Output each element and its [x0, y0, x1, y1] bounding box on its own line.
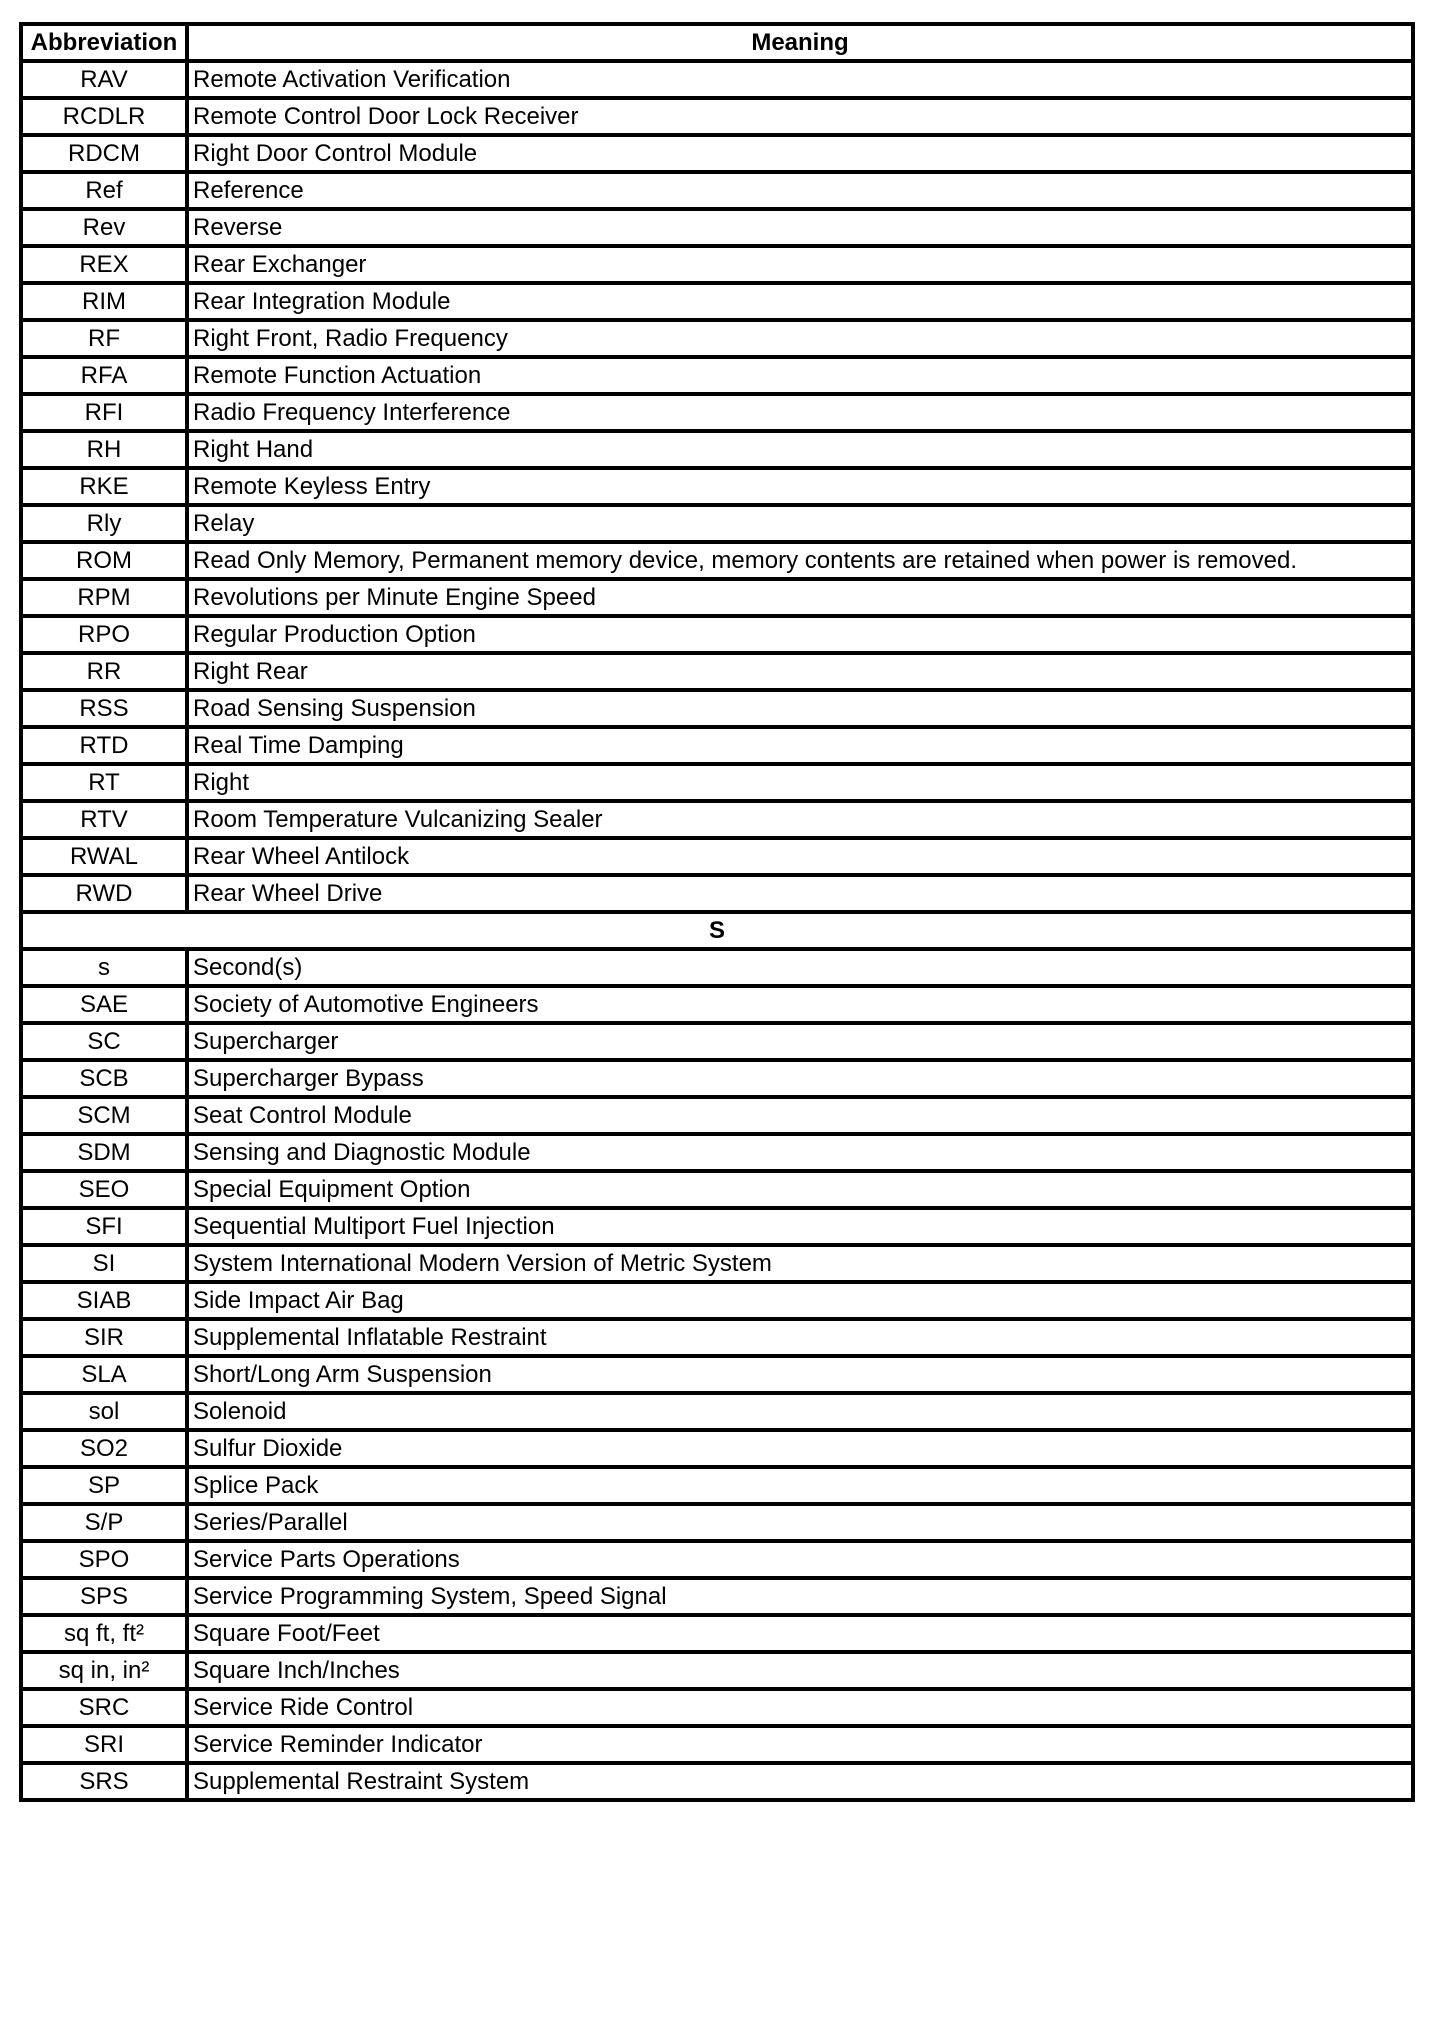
table-row	[21, 1060, 1413, 1097]
table-body-section-divider	[21, 912, 1413, 949]
section-header-row	[21, 912, 1413, 949]
abbreviation-cell: RTV	[21, 801, 187, 838]
meaning-cell: Right Rear	[187, 653, 1413, 690]
table-row	[21, 1763, 1413, 1800]
meaning-cell: Sensing and Diagnostic Module	[187, 1134, 1413, 1171]
abbreviation-cell: SIAB	[21, 1282, 187, 1319]
abbreviation-cell: RWAL	[21, 838, 187, 875]
meaning-cell: Splice Pack	[187, 1467, 1413, 1504]
table-row	[21, 1467, 1413, 1504]
meaning-column-header: Meaning	[187, 24, 1413, 61]
table-row	[21, 986, 1413, 1023]
meaning-cell: Remote Control Door Lock Receiver	[187, 98, 1413, 135]
table-row	[21, 838, 1413, 875]
table-row	[21, 246, 1413, 283]
meaning-cell: Radio Frequency Interference	[187, 394, 1413, 431]
meaning-cell: Real Time Damping	[187, 727, 1413, 764]
meaning-cell: Society of Automotive Engineers	[187, 986, 1413, 1023]
meaning-cell: Reverse	[187, 209, 1413, 246]
table-row	[21, 1097, 1413, 1134]
abbreviation-cell: RSS	[21, 690, 187, 727]
table-row	[21, 1319, 1413, 1356]
table-row	[21, 1023, 1413, 1060]
table-row	[21, 542, 1413, 579]
table-row	[21, 764, 1413, 801]
meaning-cell: Rear Wheel Drive	[187, 875, 1413, 912]
meaning-cell: Service Reminder Indicator	[187, 1726, 1413, 1763]
meaning-cell: Solenoid	[187, 1393, 1413, 1430]
table-row	[21, 1615, 1413, 1652]
abbreviation-cell: RIM	[21, 283, 187, 320]
table-row	[21, 1726, 1413, 1763]
abbreviation-cell: SRC	[21, 1689, 187, 1726]
abbreviation-cell: SEO	[21, 1171, 187, 1208]
abbreviation-cell: SI	[21, 1245, 187, 1282]
abbreviation-cell: RCDLR	[21, 98, 187, 135]
abbreviation-cell: RKE	[21, 468, 187, 505]
meaning-cell: Service Ride Control	[187, 1689, 1413, 1726]
abbreviation-cell: SIR	[21, 1319, 187, 1356]
meaning-cell: System International Modern Version of Metric System	[187, 1245, 1413, 1282]
table-row	[21, 1208, 1413, 1245]
meaning-cell: Remote Activation Verification	[187, 61, 1413, 98]
table-row	[21, 801, 1413, 838]
abbreviation-cell: Rev	[21, 209, 187, 246]
table-row	[21, 98, 1413, 135]
meaning-cell: Reference	[187, 172, 1413, 209]
table-row	[21, 1578, 1413, 1615]
meaning-cell: Relay	[187, 505, 1413, 542]
meaning-cell: Rear Integration Module	[187, 283, 1413, 320]
abbreviation-cell: sq in, in²	[21, 1652, 187, 1689]
table-row	[21, 431, 1413, 468]
abbreviation-cell: Rly	[21, 505, 187, 542]
abbreviation-cell: SAE	[21, 986, 187, 1023]
table-row	[21, 135, 1413, 172]
abbreviation-cell: RDCM	[21, 135, 187, 172]
abbreviation-cell: sol	[21, 1393, 187, 1430]
table-row	[21, 394, 1413, 431]
meaning-cell: Revolutions per Minute Engine Speed	[187, 579, 1413, 616]
abbreviation-cell: RPO	[21, 616, 187, 653]
abbreviation-cell: SC	[21, 1023, 187, 1060]
table-row	[21, 1393, 1413, 1430]
abbreviation-cell: SCM	[21, 1097, 187, 1134]
table-row	[21, 1652, 1413, 1689]
table-row	[21, 320, 1413, 357]
meaning-cell: Right Hand	[187, 431, 1413, 468]
table-body-s-section	[21, 949, 1413, 1800]
abbreviation-cell: RAV	[21, 61, 187, 98]
table-row	[21, 357, 1413, 394]
abbreviation-cell: SRI	[21, 1726, 187, 1763]
meaning-cell: Series/Parallel	[187, 1504, 1413, 1541]
table-row	[21, 1171, 1413, 1208]
abbreviation-table	[19, 22, 1415, 1802]
meaning-cell: Remote Keyless Entry	[187, 468, 1413, 505]
table-row	[21, 209, 1413, 246]
abbreviation-cell: SP	[21, 1467, 187, 1504]
table-row	[21, 1504, 1413, 1541]
table-row	[21, 1134, 1413, 1171]
meaning-cell: Read Only Memory, Permanent memory device, memory contents are retained when power is removed.	[187, 542, 1413, 579]
abbreviation-cell: SLA	[21, 1356, 187, 1393]
meaning-cell: Second(s)	[187, 949, 1413, 986]
meaning-cell: Regular Production Option	[187, 616, 1413, 653]
abbreviation-cell: SFI	[21, 1208, 187, 1245]
meaning-cell: Remote Function Actuation	[187, 357, 1413, 394]
meaning-cell: Side Impact Air Bag	[187, 1282, 1413, 1319]
section-label: S	[21, 912, 1413, 949]
meaning-cell: Square Inch/Inches	[187, 1652, 1413, 1689]
meaning-cell: Right Door Control Module	[187, 135, 1413, 172]
abbreviation-cell: SCB	[21, 1060, 187, 1097]
table-row	[21, 1282, 1413, 1319]
meaning-cell: Sulfur Dioxide	[187, 1430, 1413, 1467]
table-row	[21, 1689, 1413, 1726]
abbreviation-column-header: Abbreviation	[21, 24, 187, 61]
meaning-cell: Supercharger	[187, 1023, 1413, 1060]
meaning-cell: Service Programming System, Speed Signal	[187, 1578, 1413, 1615]
meaning-cell: Supercharger Bypass	[187, 1060, 1413, 1097]
abbreviation-cell: RT	[21, 764, 187, 801]
table-row	[21, 616, 1413, 653]
table-row	[21, 875, 1413, 912]
table-row	[21, 505, 1413, 542]
abbreviation-cell: SPS	[21, 1578, 187, 1615]
table-row	[21, 1356, 1413, 1393]
table-body-r-section	[21, 61, 1413, 912]
abbreviation-cell: REX	[21, 246, 187, 283]
abbreviation-cell: SO2	[21, 1430, 187, 1467]
abbreviation-cell: RPM	[21, 579, 187, 616]
abbreviation-cell: RWD	[21, 875, 187, 912]
abbreviation-cell: SRS	[21, 1763, 187, 1800]
table-row	[21, 468, 1413, 505]
meaning-cell: Supplemental Restraint System	[187, 1763, 1413, 1800]
table-row	[21, 1245, 1413, 1282]
meaning-cell: Seat Control Module	[187, 1097, 1413, 1134]
table-row	[21, 1541, 1413, 1578]
table-row	[21, 690, 1413, 727]
meaning-cell: Short/Long Arm Suspension	[187, 1356, 1413, 1393]
table-row	[21, 653, 1413, 690]
meaning-cell: Right	[187, 764, 1413, 801]
table-row	[21, 727, 1413, 764]
meaning-cell: Square Foot/Feet	[187, 1615, 1413, 1652]
abbreviation-cell: ROM	[21, 542, 187, 579]
abbreviation-cell: SDM	[21, 1134, 187, 1171]
meaning-cell: Road Sensing Suspension	[187, 690, 1413, 727]
table-row	[21, 61, 1413, 98]
meaning-cell: Rear Wheel Antilock	[187, 838, 1413, 875]
abbreviation-cell: Ref	[21, 172, 187, 209]
abbreviation-cell: RFI	[21, 394, 187, 431]
abbreviation-cell: s	[21, 949, 187, 986]
abbreviation-cell: S/P	[21, 1504, 187, 1541]
meaning-cell: Right Front, Radio Frequency	[187, 320, 1413, 357]
abbreviation-cell: RFA	[21, 357, 187, 394]
table-header-row	[21, 24, 1413, 61]
meaning-cell: Service Parts Operations	[187, 1541, 1413, 1578]
table-row	[21, 1430, 1413, 1467]
meaning-cell: Special Equipment Option	[187, 1171, 1413, 1208]
abbreviation-cell: RH	[21, 431, 187, 468]
table-row	[21, 579, 1413, 616]
abbreviation-cell: sq ft, ft²	[21, 1615, 187, 1652]
abbreviation-cell: SPO	[21, 1541, 187, 1578]
meaning-cell: Supplemental Inflatable Restraint	[187, 1319, 1413, 1356]
meaning-cell: Rear Exchanger	[187, 246, 1413, 283]
abbreviation-cell: RTD	[21, 727, 187, 764]
table-row	[21, 283, 1413, 320]
abbreviation-cell: RF	[21, 320, 187, 357]
table-row	[21, 949, 1413, 986]
meaning-cell: Sequential Multiport Fuel Injection	[187, 1208, 1413, 1245]
abbreviation-cell: RR	[21, 653, 187, 690]
table-row	[21, 172, 1413, 209]
meaning-cell: Room Temperature Vulcanizing Sealer	[187, 801, 1413, 838]
